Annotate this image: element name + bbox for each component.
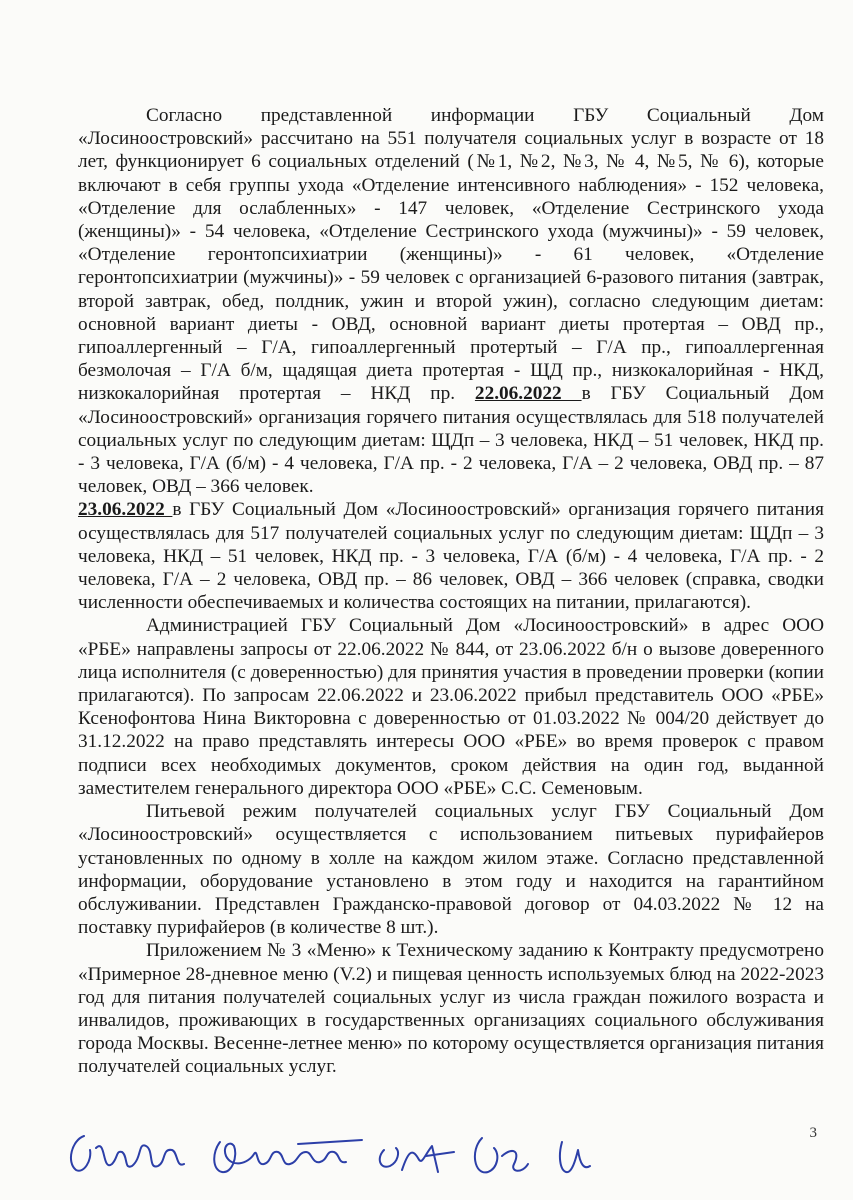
paragraph-drinking-regime <box>78 800 824 939</box>
signature-1 <box>71 1136 184 1171</box>
paragraph-diets-23-06 <box>78 498 824 614</box>
paragraph-text: Администрацией ГБУ Социальный Дом «Лосиноостровский» в адрес ООО «РБЕ» направлены запросы от 22.06.2022 № 844, от 23.06.2022 б/н о вызове доверенного лица исполнителя (с доверенностью) для принятия участия в проведении проверки (копии прилагаются). По запросам 22.06.2022 и 23.06.2022 прибыл представитель ООО «РБЕ» Ксенофонтова Нина Викторовна с доверенностью от 01.03.2022 № 004/20 действует до 31.12.2022 на право представлять интересы ООО «РБЕ» во время проверок с правом подписи всех необходимых документов, сроком действия на один год, выданной заместителем генерального директора ООО «РБЕ» С.С. Семеновым. <box>78 615 824 799</box>
paragraph-text: Питьевой режим получателей социальных услуг ГБУ Социальный Дом «Лосиноостровский» осуществляется с использованием питьевых пурифайеров установленных по одному в холле на каждом жилом этаже. Согласно представленной информации, оборудование установлено в этом году и находится на гарантийном обслуживании. Представлен Гражданско-правовой договор от 04.03.2022 № 12 на поставку пурифайеров (в количестве 8 шт.). <box>78 801 824 939</box>
paragraph-text: в ГБУ Социальный Дом «Лосиноостровский» организация горячего питания осуществлялась для 518 получателей социальных услуг по следующим диетам: ЩДп – 3 человека, НКД – 51 человек, НКД пр. - 3 человека, Г/А (б/м) - 4 человека, Г/А пр. - 2 человека, Г/А – 2 человека, ОВД пр. – 87 человек, ОВД – 366 человек. <box>78 383 825 498</box>
date-23-06-2022: 23.06.2022 <box>78 499 173 521</box>
signature-2 <box>214 1140 362 1172</box>
paragraph-text: Приложением № 3 «Меню» к Техническому заданию к Контракту предусмотрено «Примерное 28-дневное меню (V.2) и пищевая ценность используемых блюд на 2022-2023 год для питания получателей социальных услуг из числа граждан пожилого возраста и инвалидов, проживающих в государственных организациях социального обслуживания города Москвы. Весенне-летнее меню» по которому осуществляется организация питания получателей социальных услуг. <box>78 940 824 1078</box>
paragraph-text: в ГБУ Социальный Дом «Лосиноостровский» организация горячего питания осуществлялась для 517 получателей социальных услуг по следующим диетам: ЩДп – 3 человека, НКД – 51 человек, НКД пр. - 3 человека, Г/А (б/м) - 4 человека, Г/А пр. - 2 человека, Г/А – 2 человека, ОВД пр. – 86 человек, ОВД – 366 человек (справка, сводки численности обеспечиваемых и количества состоящих на питании, прилагаются). <box>78 499 824 614</box>
paragraph-requests <box>78 614 824 800</box>
document-body <box>78 104 824 1079</box>
page-number: 3 <box>809 1125 817 1141</box>
signature-4 <box>475 1138 528 1172</box>
paragraph-menu <box>78 939 824 1078</box>
date-22-06-2022: 22.06.2022 <box>474 383 582 405</box>
paragraph-text: Согласно представленной информации ГБУ Социальный Дом «Лосиноостровский» рассчитано на 551 получателя социальных услуг в возрасте от 18 лет, функционирует 6 социальных отделений (№1, №2, №3, № 4, №5, № 6), которые включают в себя группы ухода «Отделение интенсивного наблюдения» - 152 человека, «Отделение для ослабленных» - 147 человек, «Отделение Сестринского ухода (женщины)» - 54 человека, «Отделение Сестринского ухода (мужчины)» - 59 человек, «Отделение геронтопсихиатрии (женщины)» - 61 человек, «Отделение геронтопсихиатрии (мужчины)» - 59 человек с организацией 6-разового питания (завтрак, второй завтрак, обед, полдник, ужин и второй ужин), согласно следующим диетам: основной вариант диеты - ОВД, основной вариант диеты протертая – ОВД пр., гипоаллергенный – Г/А, гипоаллергенный протертый – Г/А пр., гипоаллергенная безмолочая – Г/А б/м, щадящая диета протертая - ЩД пр., низкокалорийная - НКД, низкокалорийная протертая – НКД пр. <box>78 105 824 405</box>
signature-5 <box>560 1142 590 1172</box>
signature-3 <box>380 1146 454 1172</box>
paragraph-diets-22-06 <box>78 104 824 498</box>
handwritten-signatures <box>62 1112 622 1192</box>
